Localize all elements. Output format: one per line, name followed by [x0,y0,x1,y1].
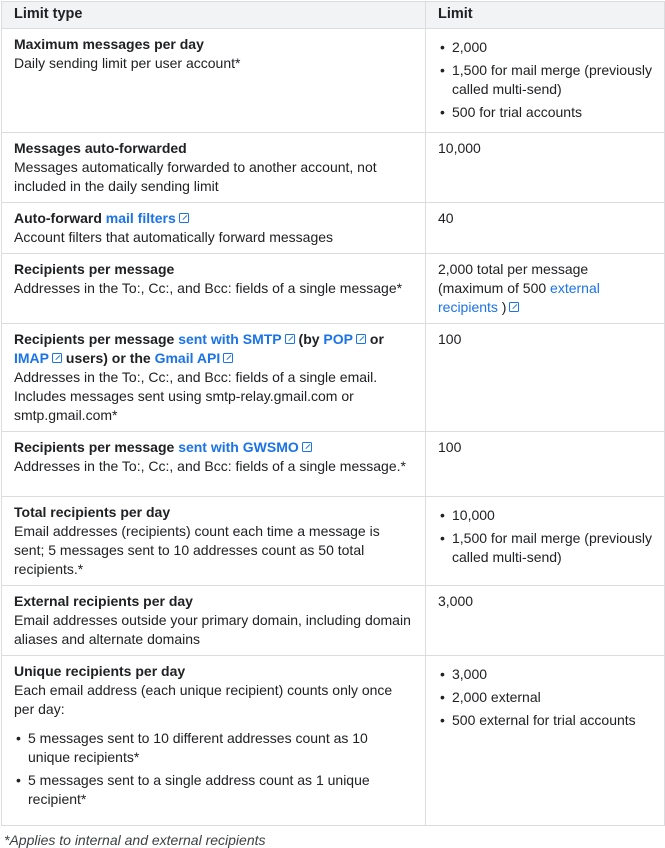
row-title: External recipients per day [14,593,193,609]
limit-cell [426,29,665,133]
example-item: • 5 messages sent to 10 different addresses count as 10 unique recipients* [14,729,413,767]
row-title: Messages auto-forwarded [14,140,187,156]
example-item: • 5 messages sent to a single address count as 1 unique recipient* [14,771,413,809]
table-row [2,586,665,656]
limits-table [1,1,665,826]
row-title [14,438,413,457]
external-link-icon [509,302,519,312]
row-description: Addresses in the To:, Cc:, and Bcc: fields of a single email. Includes messages sent using smtp-relay.gmail.com or smtp.gmail.com* [14,369,378,423]
limit-type-cell [2,203,426,254]
example-list [14,729,413,809]
row-description: Messages automatically forwarded to another account, not included in the daily sending limit [14,159,377,194]
table-row [2,497,665,586]
gwsmo-link[interactable]: sent with GWSMO [178,439,299,455]
limit-cell [426,254,665,324]
row-title: Recipients per message [14,261,175,277]
limit-text: 2,000 total per message (maximum of 500 [438,261,589,296]
row-title: Unique recipients per day [14,663,186,679]
row-title: Total recipients per day [14,504,171,520]
pop-link[interactable]: POP [323,331,353,347]
limit-type-cell [2,497,426,586]
limit-item: • 3,000 [438,665,652,684]
limits-page [0,1,665,848]
row-description: Each email address (each unique recipient) counts only once per day: [14,682,393,717]
limit-cell: 100 [426,432,665,497]
row-title [14,330,413,368]
row-title-text: Recipients per message [14,439,179,455]
row-title-text: users) or the [62,350,155,366]
row-title-text: Recipients per message [14,331,179,347]
row-description: Daily sending limit per user account* [14,55,241,71]
limit-cell [426,497,665,586]
limit-type-cell [2,133,426,203]
table-row [2,133,665,203]
limit-list [438,506,652,567]
limit-item: • 500 for trial accounts [438,103,652,122]
gmail-api-link[interactable]: Gmail API [154,350,221,366]
row-description: Email addresses (recipients) count each time a message is sent; 5 messages sent to 10 addresses count as 50 total recipients.* [14,523,380,577]
external-link-icon [223,353,233,363]
limit-cell: 3,000 [426,586,665,656]
external-link-icon [52,353,62,363]
row-description: Addresses in the To:, Cc:, and Bcc: fields of a single message* [14,280,403,296]
table-row [2,254,665,324]
limit-item: • 10,000 [438,506,652,525]
external-link-icon [302,442,312,452]
external-link-icon [179,213,189,223]
row-description: Email addresses outside your primary domain, including domain aliases and alternate domains [14,612,411,647]
limit-type-cell [2,254,426,324]
imap-link[interactable]: IMAP [14,350,49,366]
table-row [2,656,665,826]
table-row [2,29,665,133]
limit-type-cell [2,29,426,133]
limit-item: • 1,500 for mail merge (previously called multi-send) [438,529,652,567]
limit-cell [426,656,665,826]
row-title: Maximum messages per day [14,36,204,52]
external-link-icon [285,334,295,344]
external-link-icon [356,334,366,344]
limit-type-cell [2,432,426,497]
table-row [2,432,665,497]
row-title [14,209,413,228]
header-limit: Limit [426,2,665,29]
external-recipients-link[interactable]: external recipients [438,280,600,315]
limit-list [438,38,652,122]
row-title-text: (by [294,331,324,347]
row-description: Account filters that automatically forward messages [14,229,334,245]
header-limit-type: Limit type [2,2,426,29]
limit-item: • 1,500 for mail merge (previously called multi-send) [438,61,652,99]
row-description: Addresses in the To:, Cc:, and Bcc: fields of a single message.* [14,458,406,474]
limit-item: • 2,000 external [438,688,652,707]
limit-type-cell [2,586,426,656]
limit-cell: 40 [426,203,665,254]
header-row [2,2,665,29]
limit-item: • 500 external for trial accounts [438,711,652,730]
table-row [2,203,665,254]
limit-cell: 100 [426,324,665,432]
row-title-text: or [366,331,384,347]
limit-text-suffix: ) [497,299,507,315]
row-title-text: Auto-forward [14,210,106,226]
limit-list [438,665,652,730]
smtp-link[interactable]: sent with SMTP [178,331,282,347]
mail-filters-link[interactable]: mail filters [105,210,176,226]
limit-item: • 2,000 [438,38,652,57]
limit-cell: 10,000 [426,133,665,203]
limit-type-cell [2,656,426,826]
table-row [2,324,665,432]
footnote: *Applies to internal and external recipients [4,832,266,848]
limit-type-cell [2,324,426,432]
